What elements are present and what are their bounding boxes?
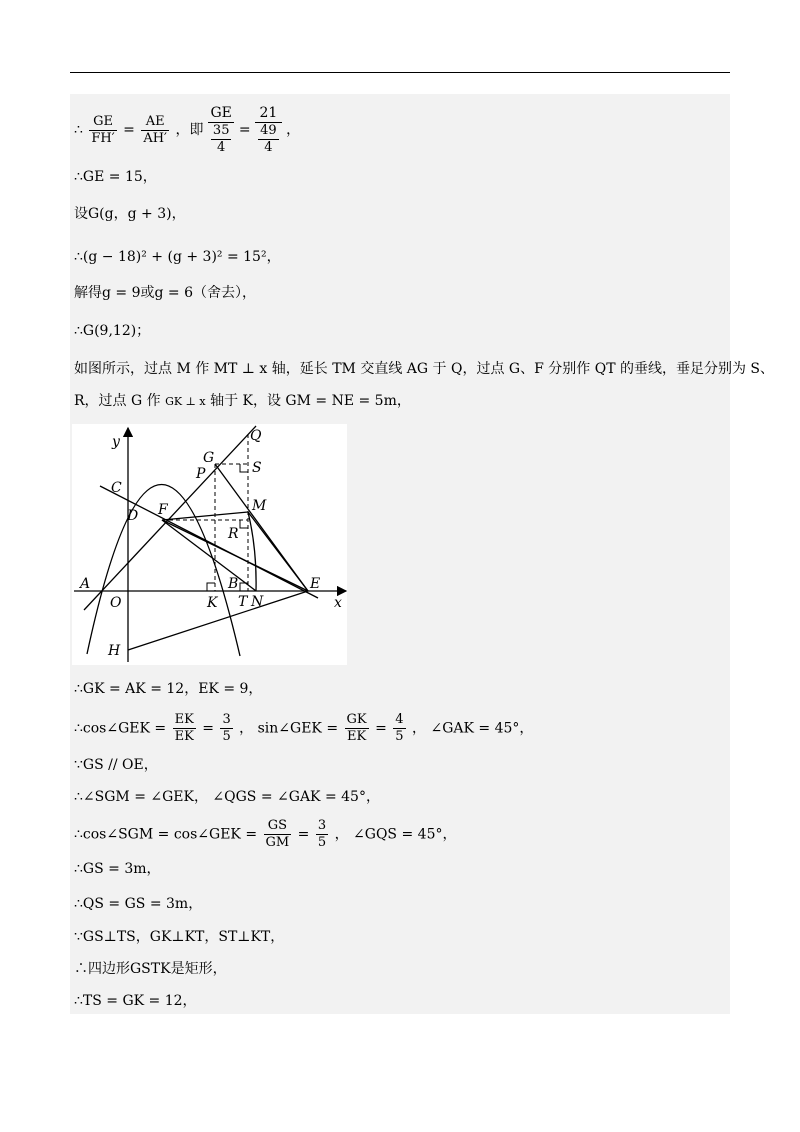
label-h: H: [108, 643, 121, 659]
right-angle-k: [207, 583, 215, 591]
label-k: K: [207, 595, 218, 611]
line-cos-sgm: ∴cos∠SGM = cos∠GEK = $\frac{GS}{GM}$ = $\frac{3}{5}$ ， ∠GQS = 45°，: [74, 818, 457, 850]
geometry-figure: [72, 424, 347, 665]
label-s: S: [252, 460, 262, 476]
line-angle-equal: ∴∠SGM = ∠GEK， ∠QGS = ∠GAK = 45°，: [74, 789, 380, 805]
label-r: R: [228, 526, 239, 542]
line-qs-value: ∴QS = GS = 3m，: [74, 896, 203, 912]
line-cos-sin: ∴cos∠GEK = $\frac{EK}{EK}$ = $\frac{3}{5}$ ， sin∠GEK = $\frac{GK}{EK}$ = $\frac{4}{5}$ ， ∠GAK = 45°，: [74, 712, 534, 744]
line-construction-a: 如图所示，过点 M 作 MT ⊥ x 轴，延长 TM 交直线 AG 于 Q，过点 G、F 分别作 QT 的垂线，垂足分别为 S、: [74, 361, 775, 377]
label-q: Q: [250, 428, 262, 444]
line-m-e: [248, 512, 308, 591]
label-n: N: [251, 594, 264, 610]
line-gs-value: ∴GS = 3m，: [74, 861, 161, 877]
figure-svg: [72, 424, 347, 665]
line-c-e: [100, 486, 321, 598]
line-solve-g: 解得g = 9或g = 6（舍去），: [74, 285, 256, 301]
label-c: C: [111, 480, 122, 496]
line-gs-parallel: ∵GS // OE，: [74, 757, 158, 773]
label-m: M: [252, 498, 267, 514]
label-b: B: [228, 576, 239, 592]
label-t: T: [238, 594, 248, 610]
label-y: y: [112, 434, 120, 450]
label-a: A: [80, 576, 91, 592]
line-f-n: [162, 520, 256, 591]
fraction-ge-fh: $\frac{GE}{FH'}$: [91, 113, 115, 146]
right-angle-s: [240, 464, 248, 472]
line-set-g: 设G(g，g + 3)，: [74, 206, 186, 222]
label-o: O: [110, 595, 122, 611]
right-angle-r: [240, 520, 248, 528]
label-p: P: [196, 466, 206, 482]
line-g-point: ∴G(9,12)；: [74, 323, 151, 339]
label-d: D: [127, 508, 139, 524]
line-perpendiculars: ∵GS⊥TS，GK⊥KT，ST⊥KT，: [74, 929, 285, 945]
fraction-ae-ah: $\frac{AE}{AH'}$: [143, 113, 168, 146]
line-ge-value: ∴GE = 15，: [74, 169, 157, 185]
line-construction-b: R，过点 G 作 GK ⊥ x 轴于 K，设 GM = NE = 5m，: [74, 393, 411, 409]
line-distance-equation: ∴(g − 18)² + (g + 3)² = 15²，: [74, 249, 281, 265]
compound-fraction-ge: $\frac{GE}{\frac{35}{4}}$: [208, 104, 235, 156]
therefore-symbol: ∴: [74, 122, 83, 138]
label-e: E: [310, 576, 321, 592]
label-g: G: [203, 450, 215, 466]
label-f: F: [158, 502, 168, 518]
line-gk-ak: ∴GK = AK = 12，EK = 9，: [74, 681, 263, 697]
line-ts-value: ∴TS = GK = 12，: [74, 993, 197, 1009]
curve-mn: [248, 512, 256, 591]
compound-fraction-21: $\frac{21}{\frac{49}{4}}$: [255, 104, 282, 156]
line-rectangle: ∴四边形GSTK是矩形，: [74, 961, 227, 977]
line-h-e: [128, 591, 308, 650]
label-x: x: [334, 595, 342, 611]
line-ratio: ∴ $\frac{GE}{FH'}$ = $\frac{AE}{AH'}$ ，即 $\frac{GE}{\frac{35}{4}}$ = $\frac{21}{\frac{49}{4}}$ ，: [74, 105, 301, 155]
header-rule: [70, 72, 730, 73]
